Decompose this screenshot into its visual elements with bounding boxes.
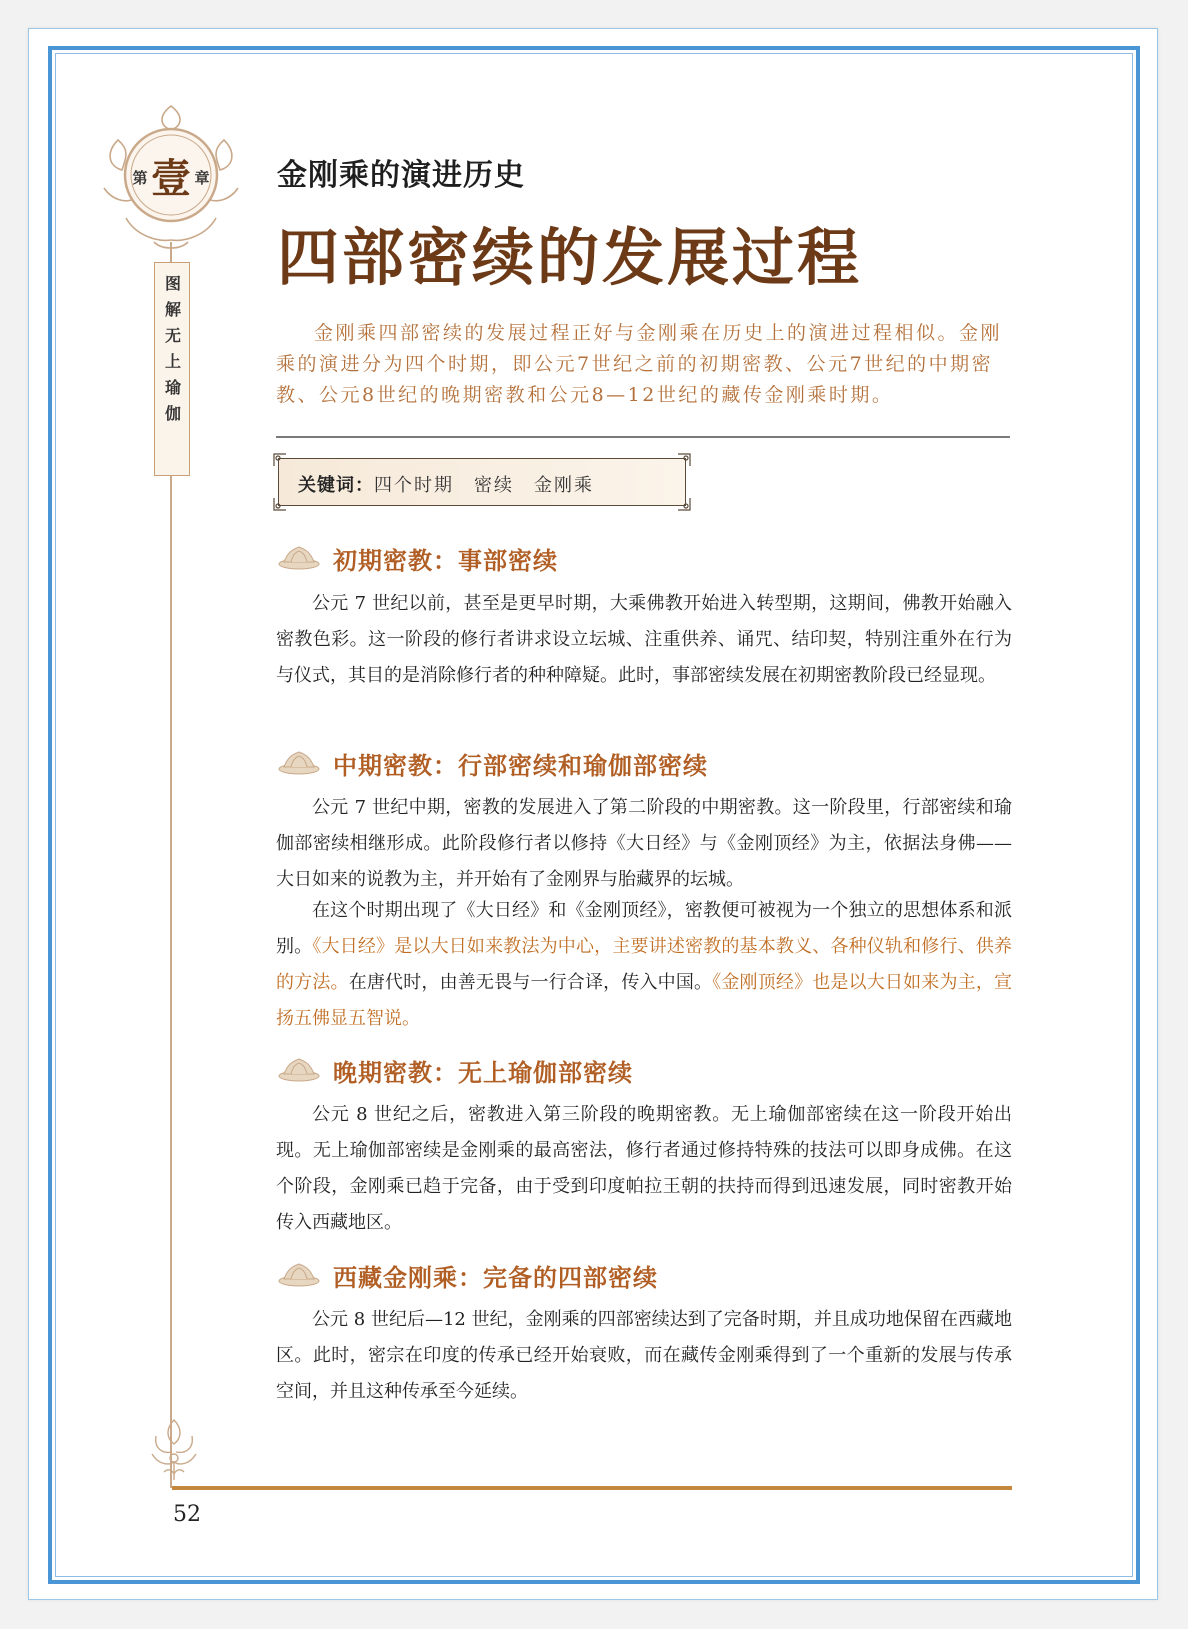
- section-2-highlight-dari: 《大日经》是以大日如来教法为中心，主要讲述密教的基本教义、各种仪轨和修行、供养的方法。: [276, 936, 1013, 993]
- footer-rule: [172, 1486, 1012, 1490]
- intro-paragraph: 金刚乘四部密续的发展过程正好与金刚乘在历史上的演进过程相似。金刚乘的演进分为四个时期，即公元7世纪之前的初期密教、公元7世纪的中期密教、公元8世纪的晚期密教和公元8—12世纪的藏传金刚乘时期。: [276, 322, 1003, 406]
- keyword-items: 四个时期 密续 金刚乘: [374, 475, 594, 496]
- lotus-bullet-icon: [276, 543, 322, 571]
- chapter-number: 壹: [151, 155, 191, 202]
- keyword-label: 关键词：: [298, 475, 374, 496]
- page-number: 52: [173, 1502, 201, 1527]
- section-heading-2: 中期密教：行部密续和瑜伽部密续: [333, 752, 708, 780]
- section-3-paragraph: 公元 8 世纪之后，密教进入第三阶段的晚期密教。无上瑜伽部密续在这一阶段开始出现。无上瑜伽部密续是金刚乘的最高密法，修行者通过修持特殊的技法可以即身成佛。在这个阶段，金刚乘已趋于完备，由于受到印度帕拉王朝的扶持而得到迅速发展，同时密教开始传入西藏地区。: [276, 1104, 1012, 1233]
- page-title: 四部密续的发展过程: [277, 221, 863, 294]
- section-heading-1: 初期密教：事部密续: [333, 547, 558, 575]
- section-1-paragraph: 公元 7 世纪以前，甚至是更早时期，大乘佛教开始进入转型期，这期间，佛教开始融入密教色彩。这一阶段的修行者讲求设立坛城、注重供养、诵咒、结印契，特别注重外在行为与仪式，其目的是消除修行者的种种障疑。此时，事部密续发展在初期密教阶段已经显现。: [276, 593, 1012, 686]
- section-heading-3: 晚期密教：无上瑜伽部密续: [333, 1059, 633, 1087]
- lotus-ornament-icon: [146, 1414, 202, 1484]
- section-4-paragraph: 公元 8 世纪后—12 世纪，金刚乘的四部密续达到了完备时期，并且成功地保留在西藏地区。此时，密宗在印度的传承已经开始衰败，而在藏传金刚乘得到了一个重新的发展与传承空间，并且这种传承至今延续。: [276, 1309, 1012, 1402]
- section-2-paragraph-2: [276, 893, 1012, 1037]
- side-book-title-text: 图解无上瑜伽: [162, 275, 182, 431]
- lotus-bullet-icon: [276, 1260, 322, 1288]
- section-2-paragraph-1: 公元 7 世纪中期，密教的发展进入了第二阶段的中期密教。这一阶段里，行部密续和瑜伽部密续相继形成。此阶段修行者以修持《大日经》与《金刚顶经》为主，依据法身佛——大日如来的说教为主，并开始有了金刚界与胎藏界的坛城。: [276, 797, 1012, 890]
- section-2-highlight-jingang: 《金刚顶经》也是以大日如来为主，宣扬五佛显五智说。: [276, 972, 1013, 1029]
- section-heading-4: 西藏金刚乘：完备的四部密续: [333, 1264, 658, 1292]
- keyword-line: [298, 471, 594, 497]
- lotus-bullet-icon: [276, 1055, 322, 1083]
- chapter-zhang: 章: [194, 169, 210, 187]
- section-supertitle: 金刚乘的演进历史: [277, 158, 525, 193]
- chapter-di: 第: [132, 169, 148, 187]
- lotus-bullet-icon: [276, 748, 322, 776]
- section-2-p2-text-a: 在这个时期出现了《大日经》和《金刚顶经》，密教便可被视为一个独立的思想体系和派别。: [276, 900, 1012, 957]
- intro-divider: [276, 436, 1010, 438]
- chapter-emblem: [96, 100, 246, 250]
- side-book-title: [154, 262, 190, 476]
- section-2-p2-text-c: 在唐代时，由善无畏与一行合译，传入中国。: [348, 972, 713, 993]
- keyword-box: [278, 458, 686, 506]
